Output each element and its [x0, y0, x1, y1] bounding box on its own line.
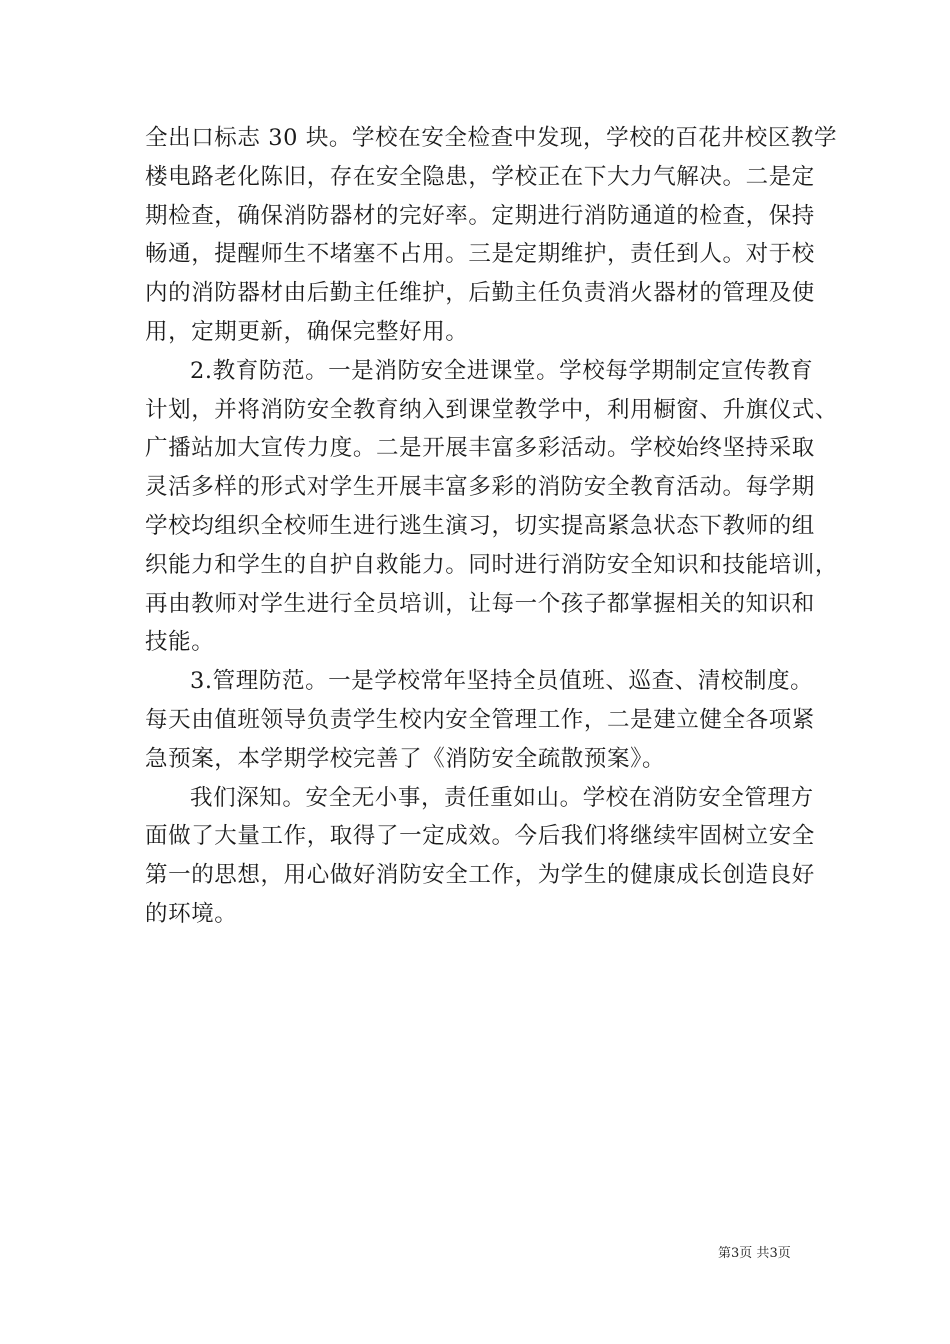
body-line-15: 3.管理防范。一是学校常年坚持全员值班、巡查、清校制度。	[190, 668, 814, 695]
body-line-13: 再由教师对学生进行全员培训，让每一个孩子都掌握相关的知识和	[145, 590, 815, 617]
document-body	[145, 119, 839, 934]
body-line-14: 技能。	[145, 629, 215, 656]
body-line-19: 面做了大量工作，取得了一定成效。今后我们将继续牢固树立安全	[145, 823, 815, 850]
body-line-7: 2.教育防范。一是消防安全进课堂。学校每学期制定宣传教育	[190, 357, 814, 384]
page-prefix: 第	[718, 1246, 732, 1261]
body-line-9: 广播站加大宣传力度。二是开展丰富多彩活动。学校始终坚持采取	[145, 435, 815, 462]
current-page: 3	[731, 1246, 740, 1261]
body-line-6: 用，定期更新，确保完整好用。	[145, 318, 469, 345]
total-pages: 3	[769, 1246, 778, 1261]
body-line-8: 计划，并将消防安全教育纳入到课堂教学中，利用橱窗、升旗仪式、	[145, 396, 839, 423]
body-line-17: 急预案，本学期学校完善了《消防安全疏散预案》。	[145, 745, 666, 772]
body-line-1: 全出口标志 30 块。学校在安全检查中发现，学校的百花井校区教学	[145, 125, 838, 151]
body-line-10: 灵活多样的形式对学生开展丰富多彩的消防安全教育活动。每学期	[145, 474, 815, 501]
page-mid: 页 共	[739, 1246, 770, 1261]
body-line-20: 第一的思想，用心做好消防安全工作，为学生的健康成长创造良好	[145, 862, 815, 889]
body-line-11: 学校均组织全校师生进行逃生演习，切实提高紧急状态下教师的组	[145, 512, 815, 539]
body-line-12: 织能力和学生的自护自救能力。同时进行消防安全知识和技能培训，	[145, 551, 839, 578]
body-line-21: 的环境。	[145, 900, 238, 927]
body-line-16: 每天由值班领导负责学生校内安全管理工作，二是建立健全各项紧	[145, 706, 815, 733]
body-line-4: 畅通，提醒师生不堵塞不占用。三是定期维护，责任到人。对于校	[145, 241, 815, 268]
body-line-3: 期检查，确保消防器材的完好率。定期进行消防通道的检查，保持	[145, 202, 815, 229]
body-line-18: 我们深知。安全无小事，责任重如山。学校在消防安全管理方	[190, 784, 814, 811]
page-suffix: 页	[777, 1246, 791, 1261]
page-number-footer	[718, 1245, 791, 1263]
body-line-2: 楼电路老化陈旧，存在安全隐患，学校正在下大力气解决。二是定	[145, 163, 815, 190]
body-line-5: 内的消防器材由后勤主任维护，后勤主任负责消火器材的管理及使	[145, 280, 815, 307]
